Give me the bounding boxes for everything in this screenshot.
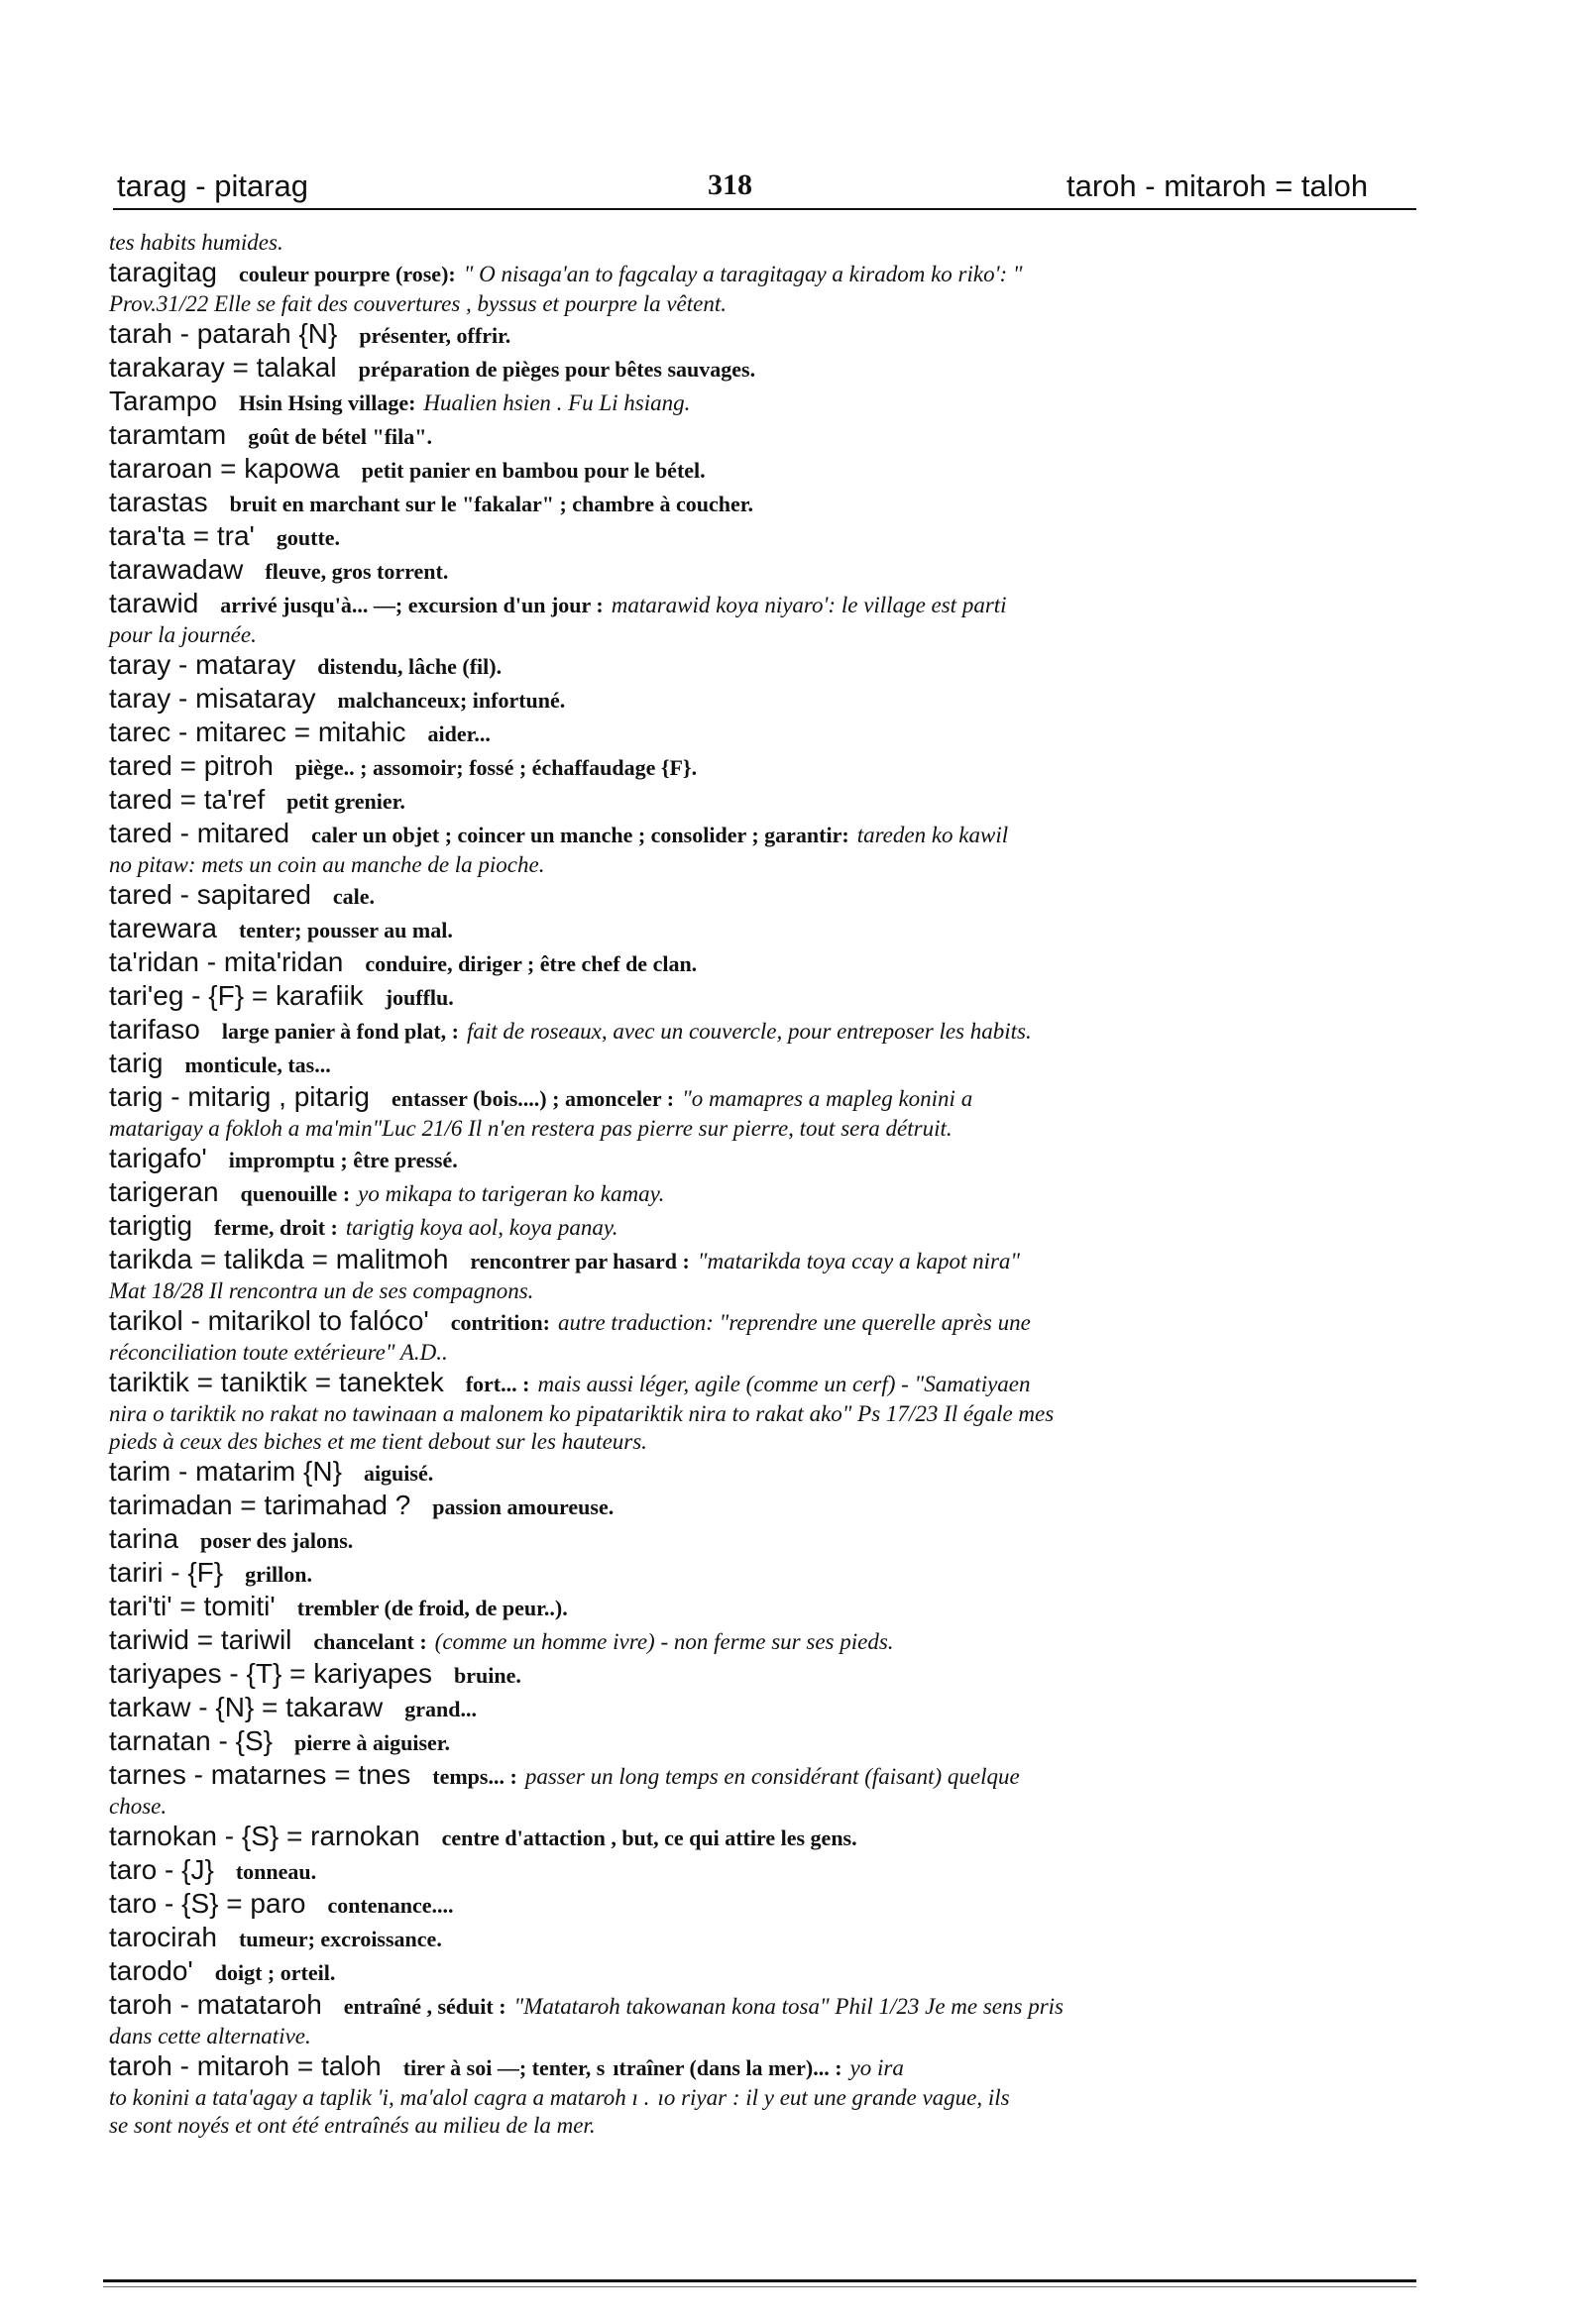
entry-line [109,1340,1398,1368]
entry-example: réconciliation toute extérieure" A.D.. [109,1340,448,1365]
dictionary-entry [109,1956,1398,1990]
entry-line [109,521,1398,555]
entry-line [109,1457,1398,1491]
entry-headword: tari'ti' = tomiti' [109,1591,276,1621]
entry-line [109,650,1398,684]
entry-example: Prov.31/22 Elle se fait des couvertures , byssus et pourpre la vêtent. [109,291,727,316]
entry-headword: tarikol - mitarikol to falóco' [109,1305,429,1336]
entry-line [109,230,1398,258]
entry-example: chose. [109,1794,168,1819]
dictionary-entry [109,230,1398,258]
entry-definition: chancelant : [313,1629,427,1654]
dictionary-entry [109,981,1398,1015]
entry-headword: tariri - {F} [109,1557,224,1588]
dictionary-entry [109,785,1398,819]
entry-line [109,751,1398,785]
entry-definition: doigt ; orteil. [214,1960,336,1985]
entry-line [109,1177,1398,1211]
dictionary-entry [109,258,1398,319]
entry-headword: taroh - mitaroh = taloh [109,2050,382,2081]
entry-line [109,319,1398,353]
entry-example: "o mamapres a mapleg konini a [682,1086,973,1111]
entry-definition: présenter, offrir. [359,323,511,348]
entry-line [109,1659,1398,1693]
dictionary-entry [109,1082,1398,1144]
entry-definition: contrition: [450,1310,550,1335]
entry-line [109,1082,1398,1116]
entry-line [109,684,1398,718]
dictionary-entry [109,1726,1398,1760]
entry-line [109,353,1398,387]
entry-headword: tarocirah [109,1922,217,1952]
entry-line [109,1245,1398,1278]
dictionary-entry [109,1558,1398,1592]
entry-headword: tarec - mitarec = mitahic [109,717,406,747]
entry-line [109,1558,1398,1592]
dictionary-entry [109,1524,1398,1558]
entry-definition: conduire, diriger ; être chef de clan. [365,951,698,976]
entry-headword: tared = ta'ref [109,784,266,815]
entry-headword: tarnes - matarnes = tnes [109,1759,411,1790]
running-head-left: tarag - pitarag [117,168,308,203]
entry-headword: tarah - patarah {N} [109,318,338,349]
dictionary-entry [109,2051,1398,2141]
entry-headword: taray - misataray [109,683,316,714]
entry-line [109,1592,1398,1625]
entry-line [109,258,1398,291]
entry-line [109,1278,1398,1306]
entry-example: "matarikda toya ccay a kapot nira" [697,1249,1021,1273]
dictionary-entry [109,718,1398,751]
entry-headword: tared - mitared [109,818,290,848]
entry-headword: tarnatan - {S} [109,1725,274,1756]
dictionary-entry [109,1592,1398,1625]
entry-headword: tarimadan = tarimahad ? [109,1490,411,1520]
dictionary-entry [109,387,1398,420]
dictionary-entry [109,1822,1398,1855]
entry-definition: tirer à soi —; tenter, s [402,2055,606,2080]
entry-list [109,230,1398,2141]
entry-definition: petit panier en bambou pour le bétel. [361,458,706,483]
entry-headword: tarigafo' [109,1143,207,1173]
entry-definition: bruine. [454,1663,521,1688]
entry-example: nira o tariktik no rakat no tawinaan a malonem ko pipatariktik nira to rakat ako" Ps 17/23 Il égale mes [109,1401,1055,1426]
entry-definition: bruit en marchant sur le "fakalar" ; chambre à coucher. [229,492,753,516]
dictionary-entry [109,1855,1398,1889]
entry-headword: taray - mataray [109,649,296,680]
dictionary-entry [109,1015,1398,1049]
entry-headword: tared - sapitared [109,879,311,910]
entry-definition: centre d'attaction , but, ce qui attire les gens. [441,1826,857,1850]
dictionary-entry [109,1211,1398,1245]
entry-headword: tarkaw - {N} = takaraw [109,1692,384,1722]
entry-headword: tarigtig [109,1210,193,1241]
entry-definition: temps... : [432,1764,517,1789]
entry-example: matarawid koya niyaro': le village est parti [611,593,1007,617]
entry-line [109,488,1398,521]
entry-headword: tara'ta = tra' [109,520,255,551]
entry-example: pieds à ceux des biches et me tient debout sur les hauteurs. [109,1429,647,1454]
entry-line [109,1889,1398,1923]
entry-headword: tarakaray = talakal [109,352,337,383]
entry-line [109,420,1398,454]
dictionary-entry [109,947,1398,981]
entry-headword: tarewara [109,913,217,943]
entry-line [109,1855,1398,1889]
entry-example: tes habits humides. [109,230,283,255]
entry-line [109,2085,1398,2113]
entry-line [109,2024,1398,2051]
dictionary-entry [109,1760,1398,1822]
entry-example: no pitaw: mets un coin au manche de la pioche. [109,852,545,877]
entry-line [109,291,1398,319]
entry-line [109,589,1398,622]
dictionary-entry [109,1923,1398,1956]
entry-definition: fleuve, gros torrent. [265,559,449,584]
dictionary-entry [109,1049,1398,1082]
entry-definition: goutte. [276,525,341,550]
entry-example: dans cette alternative. [109,2024,311,2048]
dictionary-entry [109,589,1398,650]
entry-definition: distendu, lâche (fil). [317,654,503,679]
entry-line [109,1211,1398,1245]
entry-example: passer un long temps en considérant (faisant) quelque [524,1764,1020,1789]
entry-example: "Matataroh takowanan kona tosa" Phil 1/23 Je me sens pris [513,1994,1064,2019]
dictionary-entry [109,880,1398,914]
entry-headword: tarim - matarim {N} [109,1456,342,1487]
entry-definition: impromptu ; être pressé. [228,1148,458,1172]
entry-headword: ta'ridan - mita'ridan [109,946,344,977]
dictionary-entry [109,1245,1398,1306]
entry-definition: aiguisé. [363,1461,434,1486]
entry-line [109,1144,1398,1177]
entry-line [109,1049,1398,1082]
dictionary-entry [109,650,1398,684]
dictionary-entry [109,1693,1398,1726]
entry-definition: poser des jalons. [200,1528,354,1553]
entry-definition: malchanceux; infortuné. [337,688,566,713]
entry-line [109,387,1398,420]
dictionary-entry [109,1990,1398,2051]
entry-definition: ıtraîner (dans la mer)... : [613,2055,842,2080]
entry-line [109,1726,1398,1760]
entry-line [109,1625,1398,1659]
entry-line [109,1116,1398,1144]
dictionary-entry [109,684,1398,718]
entry-headword: taro - {S} = paro [109,1888,306,1919]
dictionary-entry [109,819,1398,880]
entry-definition: tonneau. [235,1859,317,1884]
entry-example: pour la journée. [109,622,257,647]
entry-line [109,1956,1398,1990]
entry-definition: pierre à aiguiser. [294,1730,451,1755]
entry-headword: tared = pitroh [109,750,274,781]
page-number: 318 [708,168,752,201]
entry-definition: ferme, droit : [214,1215,338,1240]
entry-headword: tarina [109,1523,179,1554]
entry-definition: large panier à fond plat, : [221,1019,459,1044]
entry-example: fait de roseaux, avec un couvercle, pour entreposer les habits. [466,1019,1032,1044]
dictionary-entry [109,914,1398,947]
entry-line [109,1990,1398,2024]
footer-rule-thin [103,2286,1416,2287]
dictionary-entry [109,454,1398,488]
dictionary-entry [109,420,1398,454]
entry-definition: grand... [404,1697,477,1721]
entry-definition: contenance.... [327,1893,454,1918]
entry-definition: caler un objet ; coincer un manche ; consolider ; garantir: [311,823,849,847]
dictionary-entry [109,555,1398,589]
entry-line [109,1923,1398,1956]
entry-example: se sont noyés et ont été entraînés au milieu de la mer. [109,2113,596,2138]
dictionary-entry [109,1889,1398,1923]
entry-headword: taragitag [109,257,217,287]
entry-headword: tariyapes - {T} = kariyapes [109,1658,433,1689]
entry-headword: tarigeran [109,1176,219,1207]
entry-definition: Hsin Hsing village: [238,390,416,415]
entry-definition: entasser (bois....) ; amonceler : [391,1086,675,1111]
entry-line [109,1794,1398,1822]
dictionary-entry [109,488,1398,521]
dictionary-entry [109,1306,1398,1368]
entry-definition: aider... [427,721,491,746]
entry-line [109,819,1398,852]
entry-definition: préparation de pièges pour bêtes sauvages. [358,357,756,382]
entry-headword: tarawid [109,588,199,618]
entry-definition: joufflu. [385,985,454,1010]
entry-headword: tari'eg - {F} = karafiik [109,980,364,1011]
entry-headword: tarawadaw [109,554,244,585]
entry-headword: tariwid = tariwil [109,1624,292,1655]
entry-line [109,1015,1398,1049]
entry-example: matarigay a fokloh a ma'min"Luc 21/6 Il n'en restera pas pierre sur pierre, tout sera détruit. [109,1116,953,1141]
entry-definition: arrivé jusqu'à... —; excursion d'un jour : [220,593,604,617]
entry-line [109,1491,1398,1524]
entry-definition: entraîné , séduit : [343,1994,506,2019]
entry-line [109,1760,1398,1794]
entry-example: " O nisaga'an to fagcalay a taragitagay a kiradom ko riko': " [463,262,1023,286]
entry-line [109,2113,1398,2141]
entry-example: tareden ko kawil [856,823,1009,847]
entry-definition: piège.. ; assomoir; fossé ; échaffaudage {F}. [294,755,698,780]
entry-example: Hualien hsien . Fu Li hsiang. [423,390,691,415]
dictionary-entry [109,1368,1398,1457]
dictionary-entry [109,1659,1398,1693]
entry-definition: grillon. [245,1562,312,1587]
entry-example: ıo riyar : il y eut une grande vague, ils [657,2085,1010,2110]
entry-line [109,914,1398,947]
entry-headword: tararoan = kapowa [109,453,340,484]
entry-definition: rencontrer par hasard : [470,1249,690,1273]
entry-example: to konini a tata'agay a taplik 'i, ma'alol cagra a mataroh ı . [109,2085,650,2110]
dictionary-entry [109,521,1398,555]
entry-headword: tarastas [109,487,208,517]
entry-definition: tenter; pousser au mal. [238,918,453,942]
entry-line [109,622,1398,650]
entry-headword: tariktik = taniktik = tanektek [109,1367,444,1397]
entry-line [109,718,1398,751]
dictionary-entry [109,1177,1398,1211]
entry-example: (comme un homme ivre) - non ferme sur ses pieds. [434,1629,894,1654]
entry-line [109,454,1398,488]
dictionary-entry [109,1144,1398,1177]
entry-definition: cale. [332,884,376,909]
entry-definition: tumeur; excroissance. [238,1927,442,1951]
running-head-right: taroh - mitaroh = taloh [1066,168,1369,203]
dictionary-entry [109,1625,1398,1659]
dictionary-entry [109,353,1398,387]
entry-headword: tarig [109,1048,164,1078]
entry-headword: Tarampo [109,386,217,416]
entry-headword: tarifaso [109,1014,200,1045]
entry-definition: quenouille : [240,1181,351,1206]
entry-line [109,2051,1398,2085]
entry-line [109,555,1398,589]
dictionary-entry [109,319,1398,353]
entry-example: tarigtig koya aol, koya panay. [345,1215,618,1240]
entry-line [109,880,1398,914]
entry-definition: monticule, tas... [184,1052,331,1077]
entry-headword: taramtam [109,419,227,450]
entry-headword: tarnokan - {S} = rarnokan [109,1821,420,1851]
entry-line [109,1306,1398,1340]
entry-definition: passion amoureuse. [432,1494,615,1519]
entry-headword: taro - {J} [109,1854,214,1885]
entry-definition: trembler (de froid, de peur..). [296,1596,568,1620]
entry-example: Mat 18/28 Il rencontra un de ses compagnons. [109,1278,534,1303]
entry-line [109,1822,1398,1855]
entry-example: mais aussi léger, agile (comme un cerf) - "Samatiyaen [537,1372,1031,1396]
entry-line [109,852,1398,880]
entry-line [109,1368,1398,1401]
entry-headword: tarig - mitarig , pitarig [109,1081,370,1112]
dictionary-entry [109,751,1398,785]
entry-definition: fort... : [465,1372,530,1396]
entry-headword: tarikda = talikda = malitmoh [109,1244,449,1274]
entry-line [109,1693,1398,1726]
entry-example: autre traduction: "reprendre une querelle après une [557,1310,1031,1335]
dictionary-entry [109,1491,1398,1524]
entry-line [109,1429,1398,1457]
entry-definition: couleur pourpre (rose): [238,262,456,286]
entry-line [109,785,1398,819]
entry-example: yo mikapa to tarigeran ko kamay. [358,1181,665,1206]
dictionary-entry [109,1457,1398,1491]
header-rule [113,208,1416,210]
entry-line [109,981,1398,1015]
entry-headword: tarodo' [109,1955,193,1986]
footer-rule [103,2279,1416,2282]
entry-definition: goût de bétel "fila". [248,424,432,449]
entry-headword: taroh - matataroh [109,1989,322,2020]
entry-example: yo ira [849,2055,904,2080]
entry-definition: petit grenier. [286,789,405,814]
entry-line [109,1524,1398,1558]
entry-line [109,1401,1398,1429]
entry-line [109,947,1398,981]
